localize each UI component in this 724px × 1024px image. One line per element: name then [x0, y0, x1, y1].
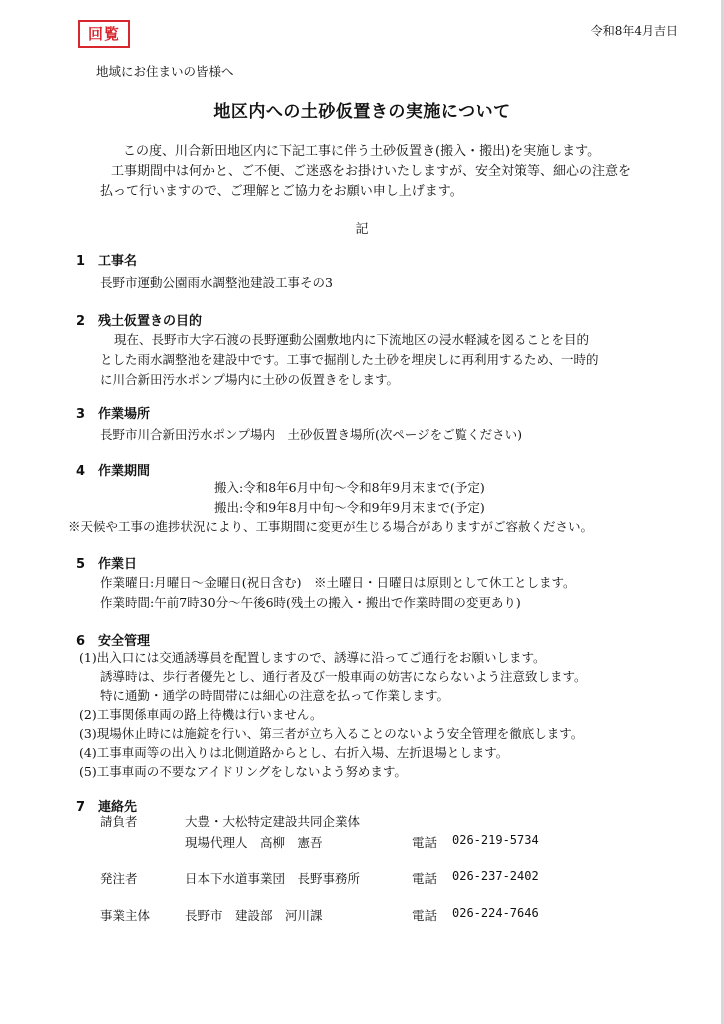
intro-line: 払って行いますので、ご理解とご協力をお願い申し上げます。 — [100, 184, 463, 199]
contact-tel-label: 電話 — [412, 835, 438, 850]
ki-marker: 記 — [355, 222, 369, 237]
circulation-stamp: 回覧 — [78, 20, 130, 48]
contact-role: 発注者 — [100, 871, 138, 886]
recipient: 地域にお住まいの皆様へ — [96, 64, 234, 79]
issue-date: 令和8年4月吉日 — [590, 24, 678, 38]
contact-person: 現場代理人 高柳 憲吾 — [185, 835, 323, 850]
section-2-text: 現在、長野市大字石渡の長野運動公園敷地内に下流地区の浸水軽減を図ることを目的 — [114, 332, 590, 347]
section-4-heading — [76, 460, 150, 479]
intro-line: 工事期間中は何かと、ご不便、ご迷惑をお掛けいたしますが、安全対策等、細心の注意を — [111, 164, 632, 179]
section-6-text: (3)現場休止時には施錠を行い、第三者が立ち入ることのないよう安全管理を徹底します。 — [79, 726, 584, 741]
section-number: 3 — [76, 407, 86, 422]
document-title: 地区内への土砂仮置きの実施について — [213, 102, 511, 122]
section-6-text: (4)工事車両等の出入りは北側道路からとし、右折入場、左折退場とします。 — [79, 745, 509, 760]
section-number: 2 — [76, 314, 86, 329]
section-6-text: (2)工事関係車両の路上待機は行いません。 — [79, 707, 323, 722]
contact-tel-label: 電話 — [412, 908, 438, 923]
section-6-heading — [76, 630, 150, 649]
contact-tel: 026-224-7646 — [452, 906, 539, 920]
section-4-note: ※天候や工事の進捗状況により、工事期間に変更が生じる場合がありますがご容赦ください。 — [68, 519, 594, 534]
section-6-text: 特に通勤・通学の時間帯には細心の注意を払って作業します。 — [100, 688, 450, 703]
section-1-heading — [76, 250, 137, 269]
section-5-text: 作業時間:午前7時30分～午後6時(残土の搬入・搬出で作業時間の変更あり) — [100, 595, 521, 610]
section-number: 1 — [76, 254, 86, 269]
section-number: 7 — [76, 800, 86, 815]
section-4-text: 搬入:令和8年6月中旬～令和8年9月末まで(予定) — [214, 480, 485, 495]
section-3-text: 長野市川合新田汚水ポンプ場内 土砂仮置き場所(次ページをご覧ください) — [100, 427, 523, 442]
contact-tel: 026-237-2402 — [452, 869, 539, 883]
section-6-text: (5)工事車両の不要なアイドリングをしないよう努めます。 — [79, 764, 407, 779]
section-title: 作業期間 — [98, 464, 151, 479]
section-title: 工事名 — [98, 254, 138, 269]
contact-org: 長野市 建設部 河川課 — [185, 908, 323, 923]
section-number: 6 — [76, 634, 86, 649]
contact-role: 事業主体 — [100, 908, 151, 923]
section-5-text: 作業曜日:月曜日～金曜日(祝日含む) ※土曜日・日曜日は原則として休工とします。 — [100, 575, 576, 590]
section-4-text: 搬出:令和9年8月中旬～令和9年9月末まで(予定) — [214, 500, 485, 515]
contact-org: 日本下水道事業団 長野事務所 — [185, 871, 361, 886]
contact-tel-label: 電話 — [412, 871, 438, 886]
contact-org: 大豊・大松特定建設共同企業体 — [185, 814, 361, 829]
section-1-text: 長野市運動公園雨水調整池建設工事その3 — [100, 275, 333, 290]
section-title: 作業日 — [98, 557, 138, 572]
section-5-heading — [76, 553, 137, 572]
section-title: 残土仮置きの目的 — [98, 314, 203, 329]
section-3-heading — [76, 403, 150, 422]
section-title: 安全管理 — [98, 634, 151, 649]
section-2-text: に川合新田汚水ポンプ場内に土砂の仮置きをします。 — [100, 372, 400, 387]
section-title: 連絡先 — [98, 800, 138, 815]
contact-role: 請負者 — [100, 814, 138, 829]
contact-tel: 026-219-5734 — [452, 833, 539, 847]
section-number: 5 — [76, 557, 86, 572]
section-6-text: (1)出入口には交通誘導員を配置しますので、誘導に沿ってご通行をお願いします。 — [79, 650, 546, 665]
section-number: 4 — [76, 464, 86, 479]
section-2-heading — [76, 310, 202, 329]
intro-line: この度、川合新田地区内に下記工事に伴う土砂仮置き(搬入・搬出)を実施します。 — [123, 144, 601, 159]
section-2-text: とした雨水調整池を建設中です。工事で掘削した土砂を埋戻しに再利用するため、一時的 — [100, 352, 599, 367]
section-title: 作業場所 — [98, 407, 151, 422]
section-6-text: 誘導時は、歩行者優先とし、通行者及び一般車両の妨害にならないよう注意致します。 — [100, 669, 587, 684]
